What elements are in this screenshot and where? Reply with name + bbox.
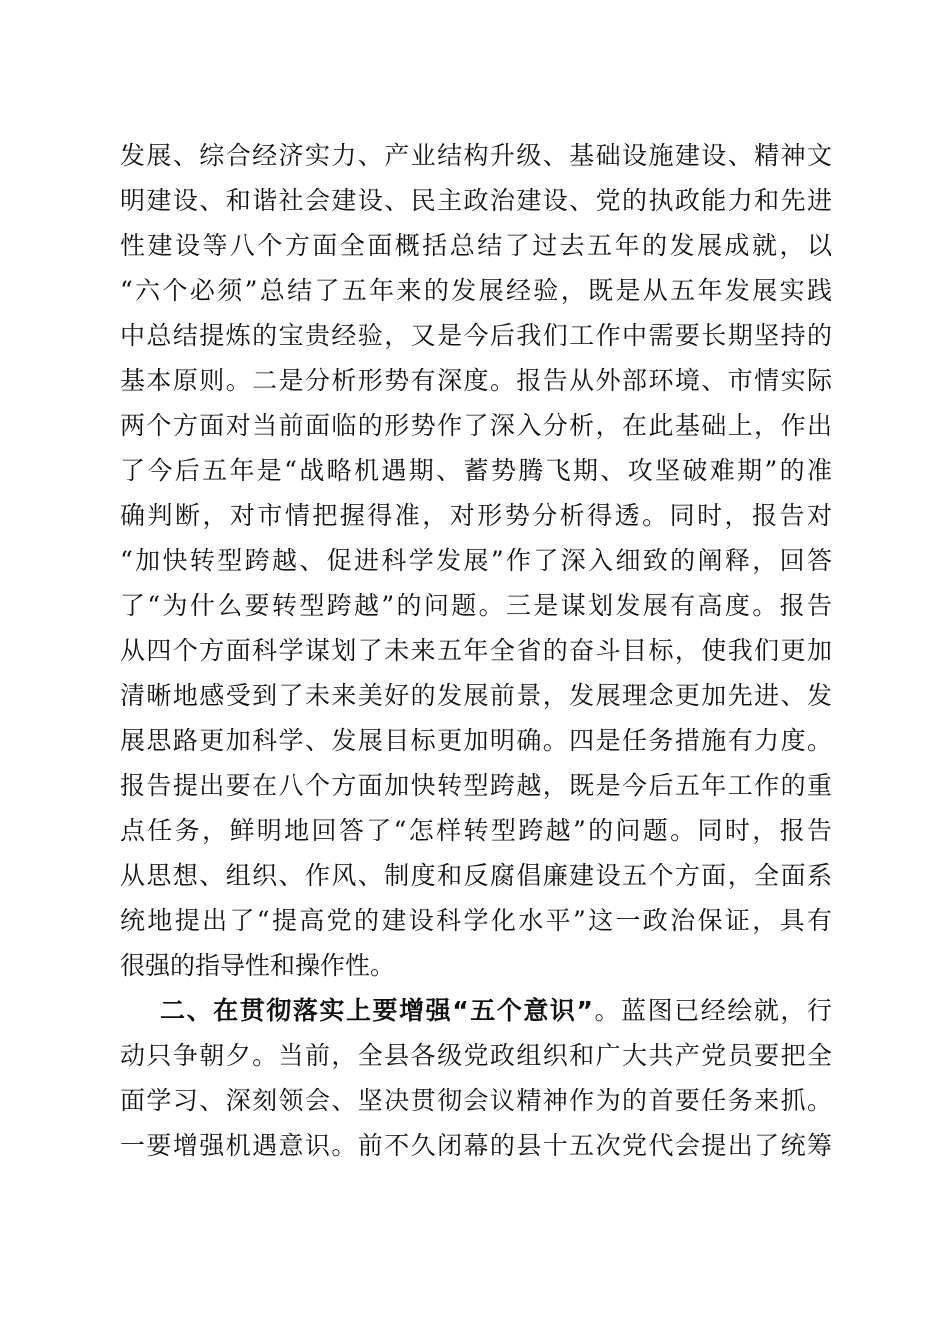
text-line: 明建设、和谐社会建设、民主政治建设、党的执政能力和先进	[120, 186, 832, 215]
text-line: “加快转型跨越、促进科学发展”作了深入细致的阐释，回答	[120, 546, 832, 575]
text-line: 很强的指导性和操作性。	[120, 951, 396, 980]
text-line: 点任务，鲜明地回答了“怎样转型跨越”的问题。同时，报告	[120, 816, 832, 845]
text-line: 从四个方面科学谋划了未来五年全省的奋斗目标，使我们更加	[120, 636, 832, 665]
section-heading-rest: 。蓝图已经绘就，行	[592, 996, 832, 1025]
text-line: 发展、综合经济实力、产业结构升级、基础设施建设、精神文	[120, 141, 832, 170]
text-line: 从思想、组织、作风、制度和反腐倡廉建设五个方面，全面系	[120, 861, 832, 890]
text-line: 展思路更加科学、发展目标更加明确。四是任务措施有力度。	[120, 726, 832, 755]
text-line: 中总结提炼的宝贵经验，又是今后我们工作中需要长期坚持的	[120, 321, 832, 350]
section-heading-line	[160, 990, 832, 1032]
section-heading: 二、在贯彻落实上要增强“五个意识”	[160, 996, 593, 1025]
text-line: 清晰地感受到了未来美好的发展前景，发展理念更加先进、发	[120, 681, 832, 710]
text-line: 了“为什么要转型跨越”的问题。三是谋划发展有高度。报告	[120, 591, 832, 620]
text-line: 基本原则。二是分析形势有深度。报告从外部环境、市情实际	[120, 366, 832, 395]
text-line: 统地提出了“提高党的建设科学化水平”这一政治保证，具有	[120, 906, 832, 935]
text-line: “六个必须”总结了五年来的发展经验，既是从五年发展实践	[120, 276, 832, 305]
text-line: 一要增强机遇意识。前不久闭幕的县十五次党代会提出了统筹	[120, 1131, 832, 1160]
text-line: 确判断，对市情把握得准，对形势分析得透。同时，报告对	[120, 501, 832, 530]
text-line: 报告提出要在八个方面加快转型跨越，既是今后五年工作的重	[120, 771, 832, 800]
text-line: 性建设等八个方面全面概括总结了过去五年的发展成就，以	[120, 231, 832, 260]
text-line: 面学习、深刻领会、坚决贯彻会议精神作为的首要任务来抓。	[120, 1086, 832, 1115]
text-line: 了今后五年是“战略机遇期、蓄势腾飞期、攻坚破难期”的准	[120, 456, 832, 485]
text-line: 动只争朝夕。当前，全县各级党政组织和广大共产党员要把全	[120, 1041, 832, 1070]
text-line: 两个方面对当前面临的形势作了深入分析，在此基础上，作出	[120, 411, 832, 440]
